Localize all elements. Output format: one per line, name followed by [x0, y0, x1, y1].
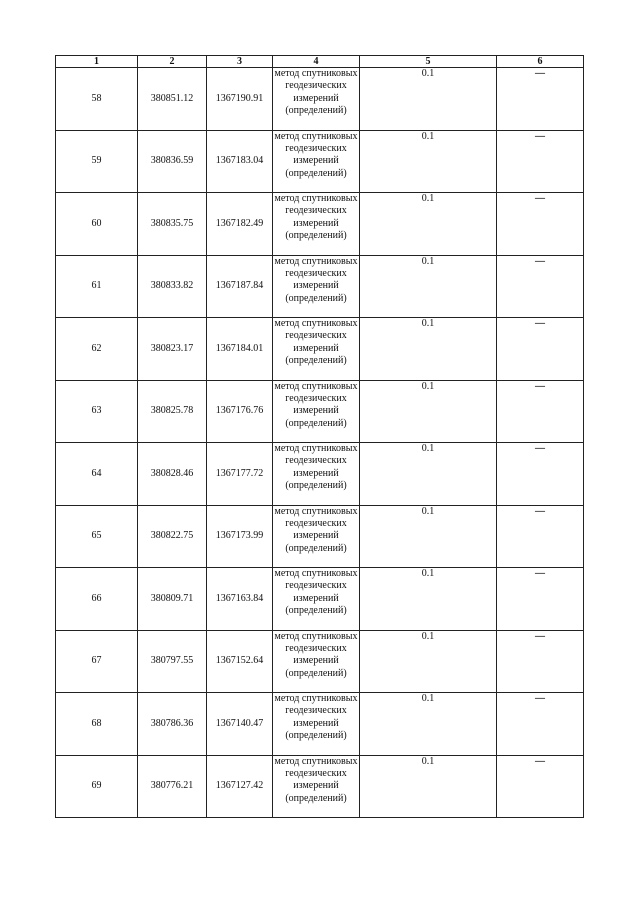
header-col-5: 5	[360, 56, 497, 68]
table-row	[56, 630, 584, 693]
point-number-cell: 69	[56, 755, 138, 818]
description-cell: —	[497, 130, 584, 193]
point-number-cell: 59	[56, 130, 138, 193]
coordinates-table	[55, 55, 584, 818]
description-cell: —	[497, 568, 584, 631]
description-cell: —	[497, 318, 584, 381]
y-coordinate-cell: 1367127.42	[207, 755, 273, 818]
method-cell: метод спутниковых геодезических измерений (определений)	[273, 505, 360, 568]
accuracy-cell: 0.1	[360, 318, 497, 381]
method-cell: метод спутниковых геодезических измерений (определений)	[273, 693, 360, 756]
x-coordinate-cell: 380835.75	[138, 193, 207, 256]
y-coordinate-cell: 1367176.76	[207, 380, 273, 443]
table-row	[56, 193, 584, 256]
y-coordinate-cell: 1367187.84	[207, 255, 273, 318]
point-number-cell: 65	[56, 505, 138, 568]
description-cell: —	[497, 380, 584, 443]
header-col-3: 3	[207, 56, 273, 68]
accuracy-cell: 0.1	[360, 255, 497, 318]
accuracy-cell: 0.1	[360, 693, 497, 756]
table-row	[56, 443, 584, 506]
header-col-4: 4	[273, 56, 360, 68]
description-cell: —	[497, 505, 584, 568]
x-coordinate-cell: 380786.36	[138, 693, 207, 756]
method-cell: метод спутниковых геодезических измерений (определений)	[273, 755, 360, 818]
y-coordinate-cell: 1367190.91	[207, 68, 273, 131]
table-row	[56, 380, 584, 443]
header-col-1: 1	[56, 56, 138, 68]
method-cell: метод спутниковых геодезических измерений (определений)	[273, 68, 360, 131]
description-cell: —	[497, 755, 584, 818]
table-body	[56, 68, 584, 818]
description-cell: —	[497, 443, 584, 506]
header-row	[56, 56, 584, 68]
point-number-cell: 60	[56, 193, 138, 256]
header-col-2: 2	[138, 56, 207, 68]
point-number-cell: 63	[56, 380, 138, 443]
y-coordinate-cell: 1367140.47	[207, 693, 273, 756]
y-coordinate-cell: 1367152.64	[207, 630, 273, 693]
accuracy-cell: 0.1	[360, 505, 497, 568]
accuracy-cell: 0.1	[360, 568, 497, 631]
x-coordinate-cell: 380823.17	[138, 318, 207, 381]
x-coordinate-cell: 380851.12	[138, 68, 207, 131]
method-cell: метод спутниковых геодезических измерений (определений)	[273, 130, 360, 193]
description-cell: —	[497, 193, 584, 256]
accuracy-cell: 0.1	[360, 380, 497, 443]
description-cell: —	[497, 630, 584, 693]
accuracy-cell: 0.1	[360, 130, 497, 193]
x-coordinate-cell: 380776.21	[138, 755, 207, 818]
point-number-cell: 61	[56, 255, 138, 318]
table-row	[56, 318, 584, 381]
x-coordinate-cell: 380825.78	[138, 380, 207, 443]
accuracy-cell: 0.1	[360, 630, 497, 693]
accuracy-cell: 0.1	[360, 755, 497, 818]
y-coordinate-cell: 1367183.04	[207, 130, 273, 193]
table-row	[56, 255, 584, 318]
table-row	[56, 568, 584, 631]
y-coordinate-cell: 1367173.99	[207, 505, 273, 568]
y-coordinate-cell: 1367184.01	[207, 318, 273, 381]
method-cell: метод спутниковых геодезических измерений (определений)	[273, 630, 360, 693]
table-row	[56, 130, 584, 193]
method-cell: метод спутниковых геодезических измерений (определений)	[273, 568, 360, 631]
header-col-6: 6	[497, 56, 584, 68]
point-number-cell: 58	[56, 68, 138, 131]
method-cell: метод спутниковых геодезических измерений (определений)	[273, 255, 360, 318]
y-coordinate-cell: 1367182.49	[207, 193, 273, 256]
method-cell: метод спутниковых геодезических измерений (определений)	[273, 443, 360, 506]
table-row	[56, 693, 584, 756]
x-coordinate-cell: 380797.55	[138, 630, 207, 693]
table-row	[56, 755, 584, 818]
y-coordinate-cell: 1367177.72	[207, 443, 273, 506]
x-coordinate-cell: 380809.71	[138, 568, 207, 631]
accuracy-cell: 0.1	[360, 68, 497, 131]
y-coordinate-cell: 1367163.84	[207, 568, 273, 631]
x-coordinate-cell: 380828.46	[138, 443, 207, 506]
method-cell: метод спутниковых геодезических измерений (определений)	[273, 318, 360, 381]
description-cell: —	[497, 693, 584, 756]
table-header	[56, 56, 584, 68]
method-cell: метод спутниковых геодезических измерений (определений)	[273, 193, 360, 256]
point-number-cell: 62	[56, 318, 138, 381]
accuracy-cell: 0.1	[360, 443, 497, 506]
x-coordinate-cell: 380833.82	[138, 255, 207, 318]
x-coordinate-cell: 380836.59	[138, 130, 207, 193]
accuracy-cell: 0.1	[360, 193, 497, 256]
x-coordinate-cell: 380822.75	[138, 505, 207, 568]
point-number-cell: 68	[56, 693, 138, 756]
description-cell: —	[497, 68, 584, 131]
description-cell: —	[497, 255, 584, 318]
method-cell: метод спутниковых геодезических измерений (определений)	[273, 380, 360, 443]
table-row	[56, 68, 584, 131]
point-number-cell: 64	[56, 443, 138, 506]
point-number-cell: 66	[56, 568, 138, 631]
point-number-cell: 67	[56, 630, 138, 693]
table-row	[56, 505, 584, 568]
